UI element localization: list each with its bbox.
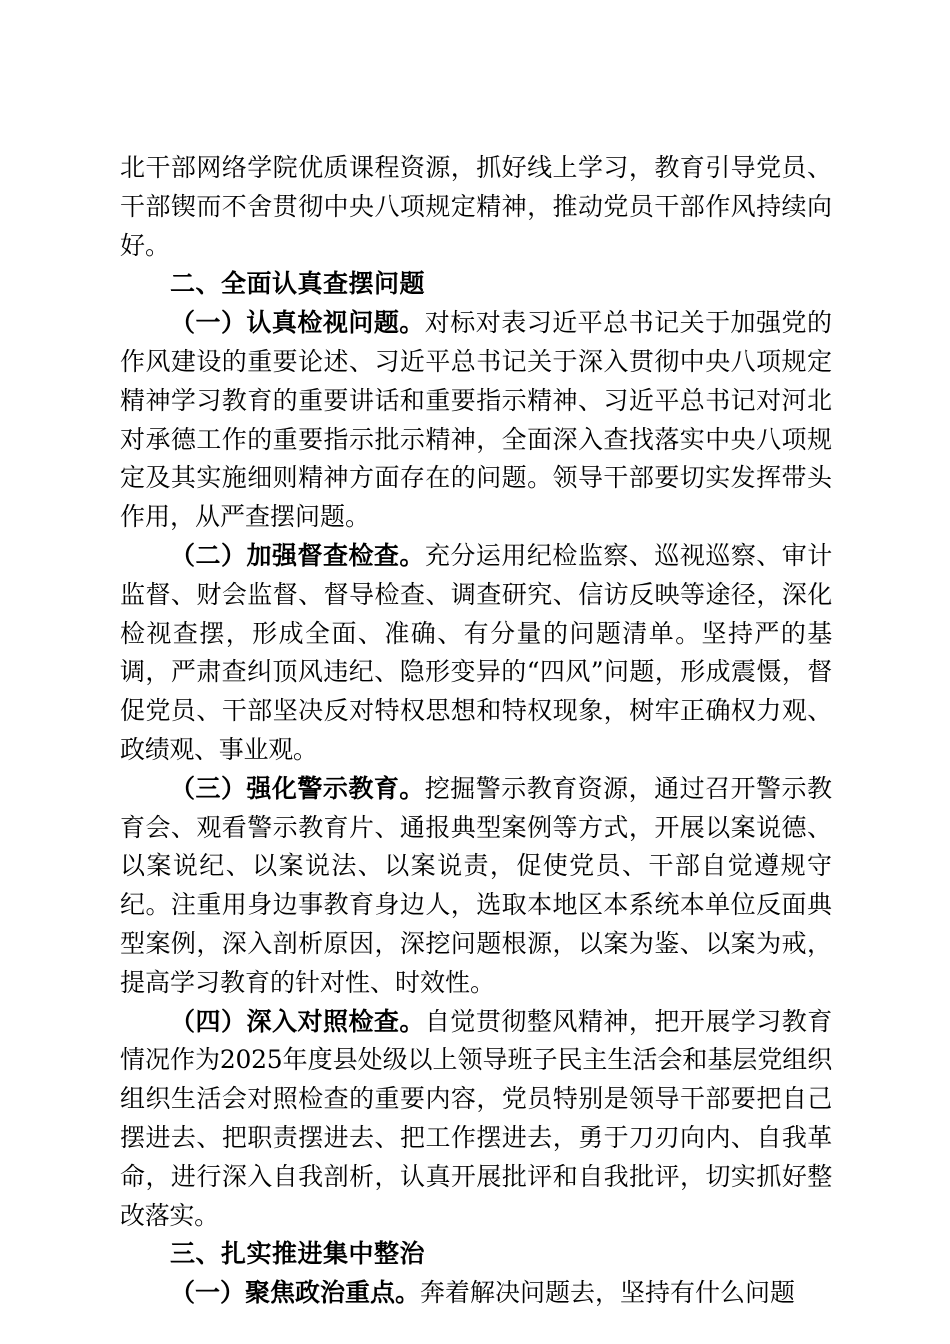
item-body: 充分运用纪检监察、巡视巡察、审计监督、财会监督、督导检查、调查研究、信访反映等途径，深化检视查摆，形成全面、准确、有分量的问题清单。坚持严的基调，严肃查纠顶风违纪、隐形变异的“四风”问题，形成震慑，督促党员、干部坚决反对特权思想和特权现象，树牢正确权力观、政绩观、事业观。: [120, 540, 832, 764]
item-body: 对标对表习近平总书记关于加强党的作风建设的重要论述、习近平总书记关于深入贯彻中央八项规定精神学习教育的重要讲话和重要指示精神、习近平总书记对河北对承德工作的重要指示批示精神，全面深入查找落实中央八项规定及其实施细则精神方面存在的问题。领导干部要切实发挥带头作用，从严查摆问题。: [120, 308, 832, 532]
section-2-item-2: [120, 537, 832, 770]
item-body: 自觉贯彻整风精神，把开展学习教育情况作为2025年度县处级以上领导班子民主生活会和基层党组织组织生活会对照检查的重要内容，党员特别是领导干部要把自己摆进去、把职责摆进去、把工作摆进去，勇于刀刃向内、自我革命，进行深入自我剖析，认真开展批评和自我批评，切实抓好整改落实。: [120, 1006, 832, 1230]
section-2-item-1: [120, 304, 832, 537]
item-body: 挖掘警示教育资源，通过召开警示教育会、观看警示教育片、通报典型案例等方式，开展以案说德、以案说纪、以案说法、以案说责，促使党员、干部自觉遵规守纪。注重用身边事教育身边人，选取本地区本系统本单位反面典型案例，深入剖析原因，深挖问题根源，以案为鉴、以案为戒，提高学习教育的针对性、时效性。: [120, 773, 832, 997]
section-2-item-4: [120, 1003, 832, 1236]
section-3-item-1: [120, 1274, 832, 1313]
item-lead: （一）聚焦政治重点。: [170, 1278, 421, 1308]
item-lead: （二）加强督查检查。: [170, 540, 425, 570]
section-3-heading: 三、扎实推进集中整治: [170, 1239, 426, 1269]
section-2-heading: 二、全面认真查摆问题: [170, 269, 426, 299]
item-lead: （一）认真检视问题。: [170, 308, 425, 338]
document-page: [120, 149, 832, 1313]
section-2-item-3: [120, 770, 832, 1003]
item-body: 奔着解决问题去，坚持有什么问题: [420, 1278, 796, 1308]
item-lead: （四）深入对照检查。: [170, 1006, 425, 1036]
continuation-paragraph: 北干部网络学院优质课程资源，抓好线上学习，教育引导党员、干部锲而不舍贯彻中央八项规定精神，推动党员干部作风持续向好。: [120, 153, 832, 260]
item-lead: （三）强化警示教育。: [170, 773, 425, 803]
